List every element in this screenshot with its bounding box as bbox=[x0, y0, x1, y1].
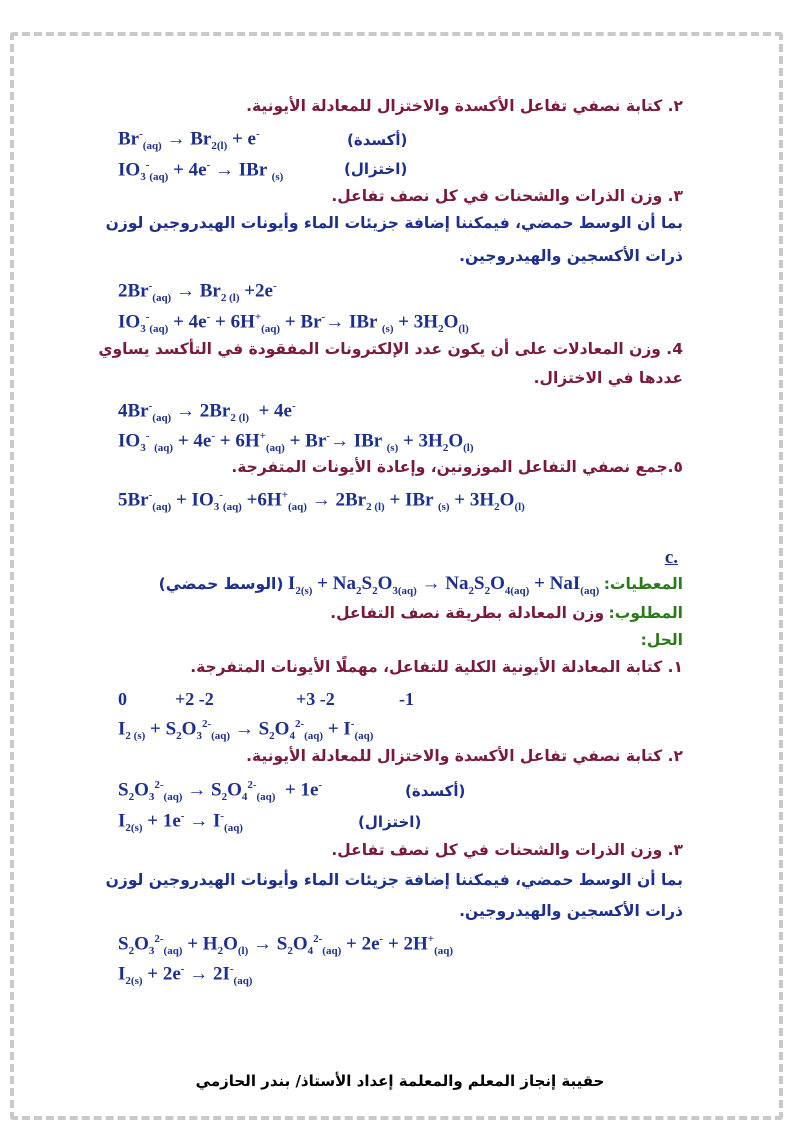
step2-heading: ٢. كتابة نصفي تفاعل الأكسدة والاختزال للمعادلة الأيونية. bbox=[246, 97, 683, 115]
reduction-label: (اختزال) bbox=[344, 160, 408, 178]
step4-line2: عددها في الاختزال. bbox=[533, 369, 683, 387]
ox-number-s2o4: +3 -2 bbox=[296, 689, 335, 709]
equation-balanced-io3: $IO_3^-_{(aq)} + 4e^- + 6H^+_{(aq)} + Br^-\to$ IBr $_{(s)} + 3H_2O_{(l)}$ bbox=[118, 311, 469, 336]
equation-c-balanced-reduction: $I_{2(s)} + 2e^- \to 2I^-_{(aq)}$ bbox=[118, 963, 253, 988]
section-c-heading: c. bbox=[664, 547, 678, 568]
given-line bbox=[118, 573, 683, 597]
c-step2-heading: ٢. كتابة نصفي تفاعل الأكسدة والاختزال للمعادلة الأيونية. bbox=[246, 747, 683, 765]
oxidation-label: (أكسدة) bbox=[347, 131, 408, 149]
acid-note-line1: بما أن الوسط حمضي، فيمكننا إضافة جزيئات الماء وأيونات الهيدروجين لوزن bbox=[105, 214, 683, 232]
required-line bbox=[118, 604, 683, 623]
required-label: المطلوب: bbox=[608, 604, 683, 622]
equation-c-balanced-oxidation: $S_2O_3^{2-}_{(aq)} + H_2O_{(l)} \to S_2O_4^{2-}_{(aq)} + 2e^- + 2H^+_{(aq)}$ bbox=[118, 933, 454, 958]
c-acid-note-line1: بما أن الوسط حمضي، فيمكننا إضافة جزيئات الماء وأيونات الهيدروجين لوزن bbox=[105, 871, 683, 889]
step5-heading: ٥.جمع نصفي التفاعل الموزونين، وإعادة الأيونات المتفرجة. bbox=[231, 458, 683, 476]
step4-line1: 4. وزن المعادلات على أن يكون عدد الإلكترونات المفقودة في التأكسد يساوي bbox=[98, 340, 683, 358]
solution-label: الحل: bbox=[640, 631, 683, 649]
equation-c-reduction: $I_{2(s)} + 1e^- \to I^-_{(aq)}$ bbox=[118, 810, 243, 835]
step3-heading: ٣. وزن الذرات والشحنات في كل نصف تفاعل. bbox=[331, 187, 683, 205]
c-acid-note-line2: ذرات الأكسجين والهيدروجين. bbox=[459, 902, 683, 920]
ox-number-s2o3: +2 -2 bbox=[175, 689, 214, 709]
c-reduction-label: (اختزال) bbox=[358, 813, 422, 831]
acid-note-line2: ذرات الأكسجين والهيدروجين. bbox=[459, 247, 683, 265]
equation-oxidation-br: $Br^-_{(aq)} \to Br_{2(l)} + e^-$ bbox=[118, 128, 260, 153]
given-label: المعطيات: bbox=[603, 575, 683, 593]
equation-balanced-br: $2Br^-_{(aq)} \to Br_{2 (l)} +2e^-$ bbox=[118, 280, 277, 305]
required-text: وزن المعادلة بطريقة نصف التفاعل. bbox=[330, 604, 605, 622]
equation-reduction-io3: $IO_3^-_{(aq)} + 4e^-$ → IBr $_{(s)}$ bbox=[118, 159, 284, 184]
equation-c-ionic: $I_{2 (s)} + S_2O_3^{2-}_{(aq)} \to S_2O_4^{2-}_{(aq)} + I^-_{(aq)}$ bbox=[118, 718, 374, 743]
given-condition: (الوسط حمضي) bbox=[158, 575, 284, 593]
ox-number-i2: 0 bbox=[118, 689, 127, 709]
equation-c-oxidation: $S_2O_3^{2-}_{(aq)} \to S_2O_4^{2-}_{(aq)} + 1e^-$ bbox=[118, 779, 323, 804]
c-step3-heading: ٣. وزن الذرات والشحنات في كل نصف تفاعل. bbox=[331, 841, 683, 859]
equation-net-b: $5Br^-_{(aq)} + IO_3^-_{(aq)} +6H^+_{(aq)} \to 2Br_{2 (l)}$ + IBr $_{(s)} + 3H_2O_{(l)}$ bbox=[118, 489, 525, 514]
given-equation: $I_{2(s)} + Na_2S_2O_{3(aq)} \to Na_2S_2O_{4(aq)} + NaI_{(aq)}$ bbox=[287, 573, 600, 597]
page-footer: حقيبة إنجاز المعلم والمعلمة إعداد الأستاذ/ بندر الحازمي bbox=[195, 1072, 605, 1090]
c-step1-heading: ١. كتابة المعادلة الأيونية الكلية للتفاعل، مهملًا الأيونات المتفرجة. bbox=[190, 658, 683, 676]
ox-number-iodide: -1 bbox=[399, 689, 414, 709]
equation-step4-br: $4Br^-_{(aq)} \to 2Br_{2 (l)} + 4e^-$ bbox=[118, 400, 296, 425]
equation-step4-io3: $IO_3^-$ $_{(aq)} + 4e^- + 6H^+_{(aq)} + Br^-\to$ IBr $_{(s)} + 3H_2O_{(l)}$ bbox=[118, 430, 474, 455]
c-oxidation-label: (أكسدة) bbox=[405, 782, 466, 800]
